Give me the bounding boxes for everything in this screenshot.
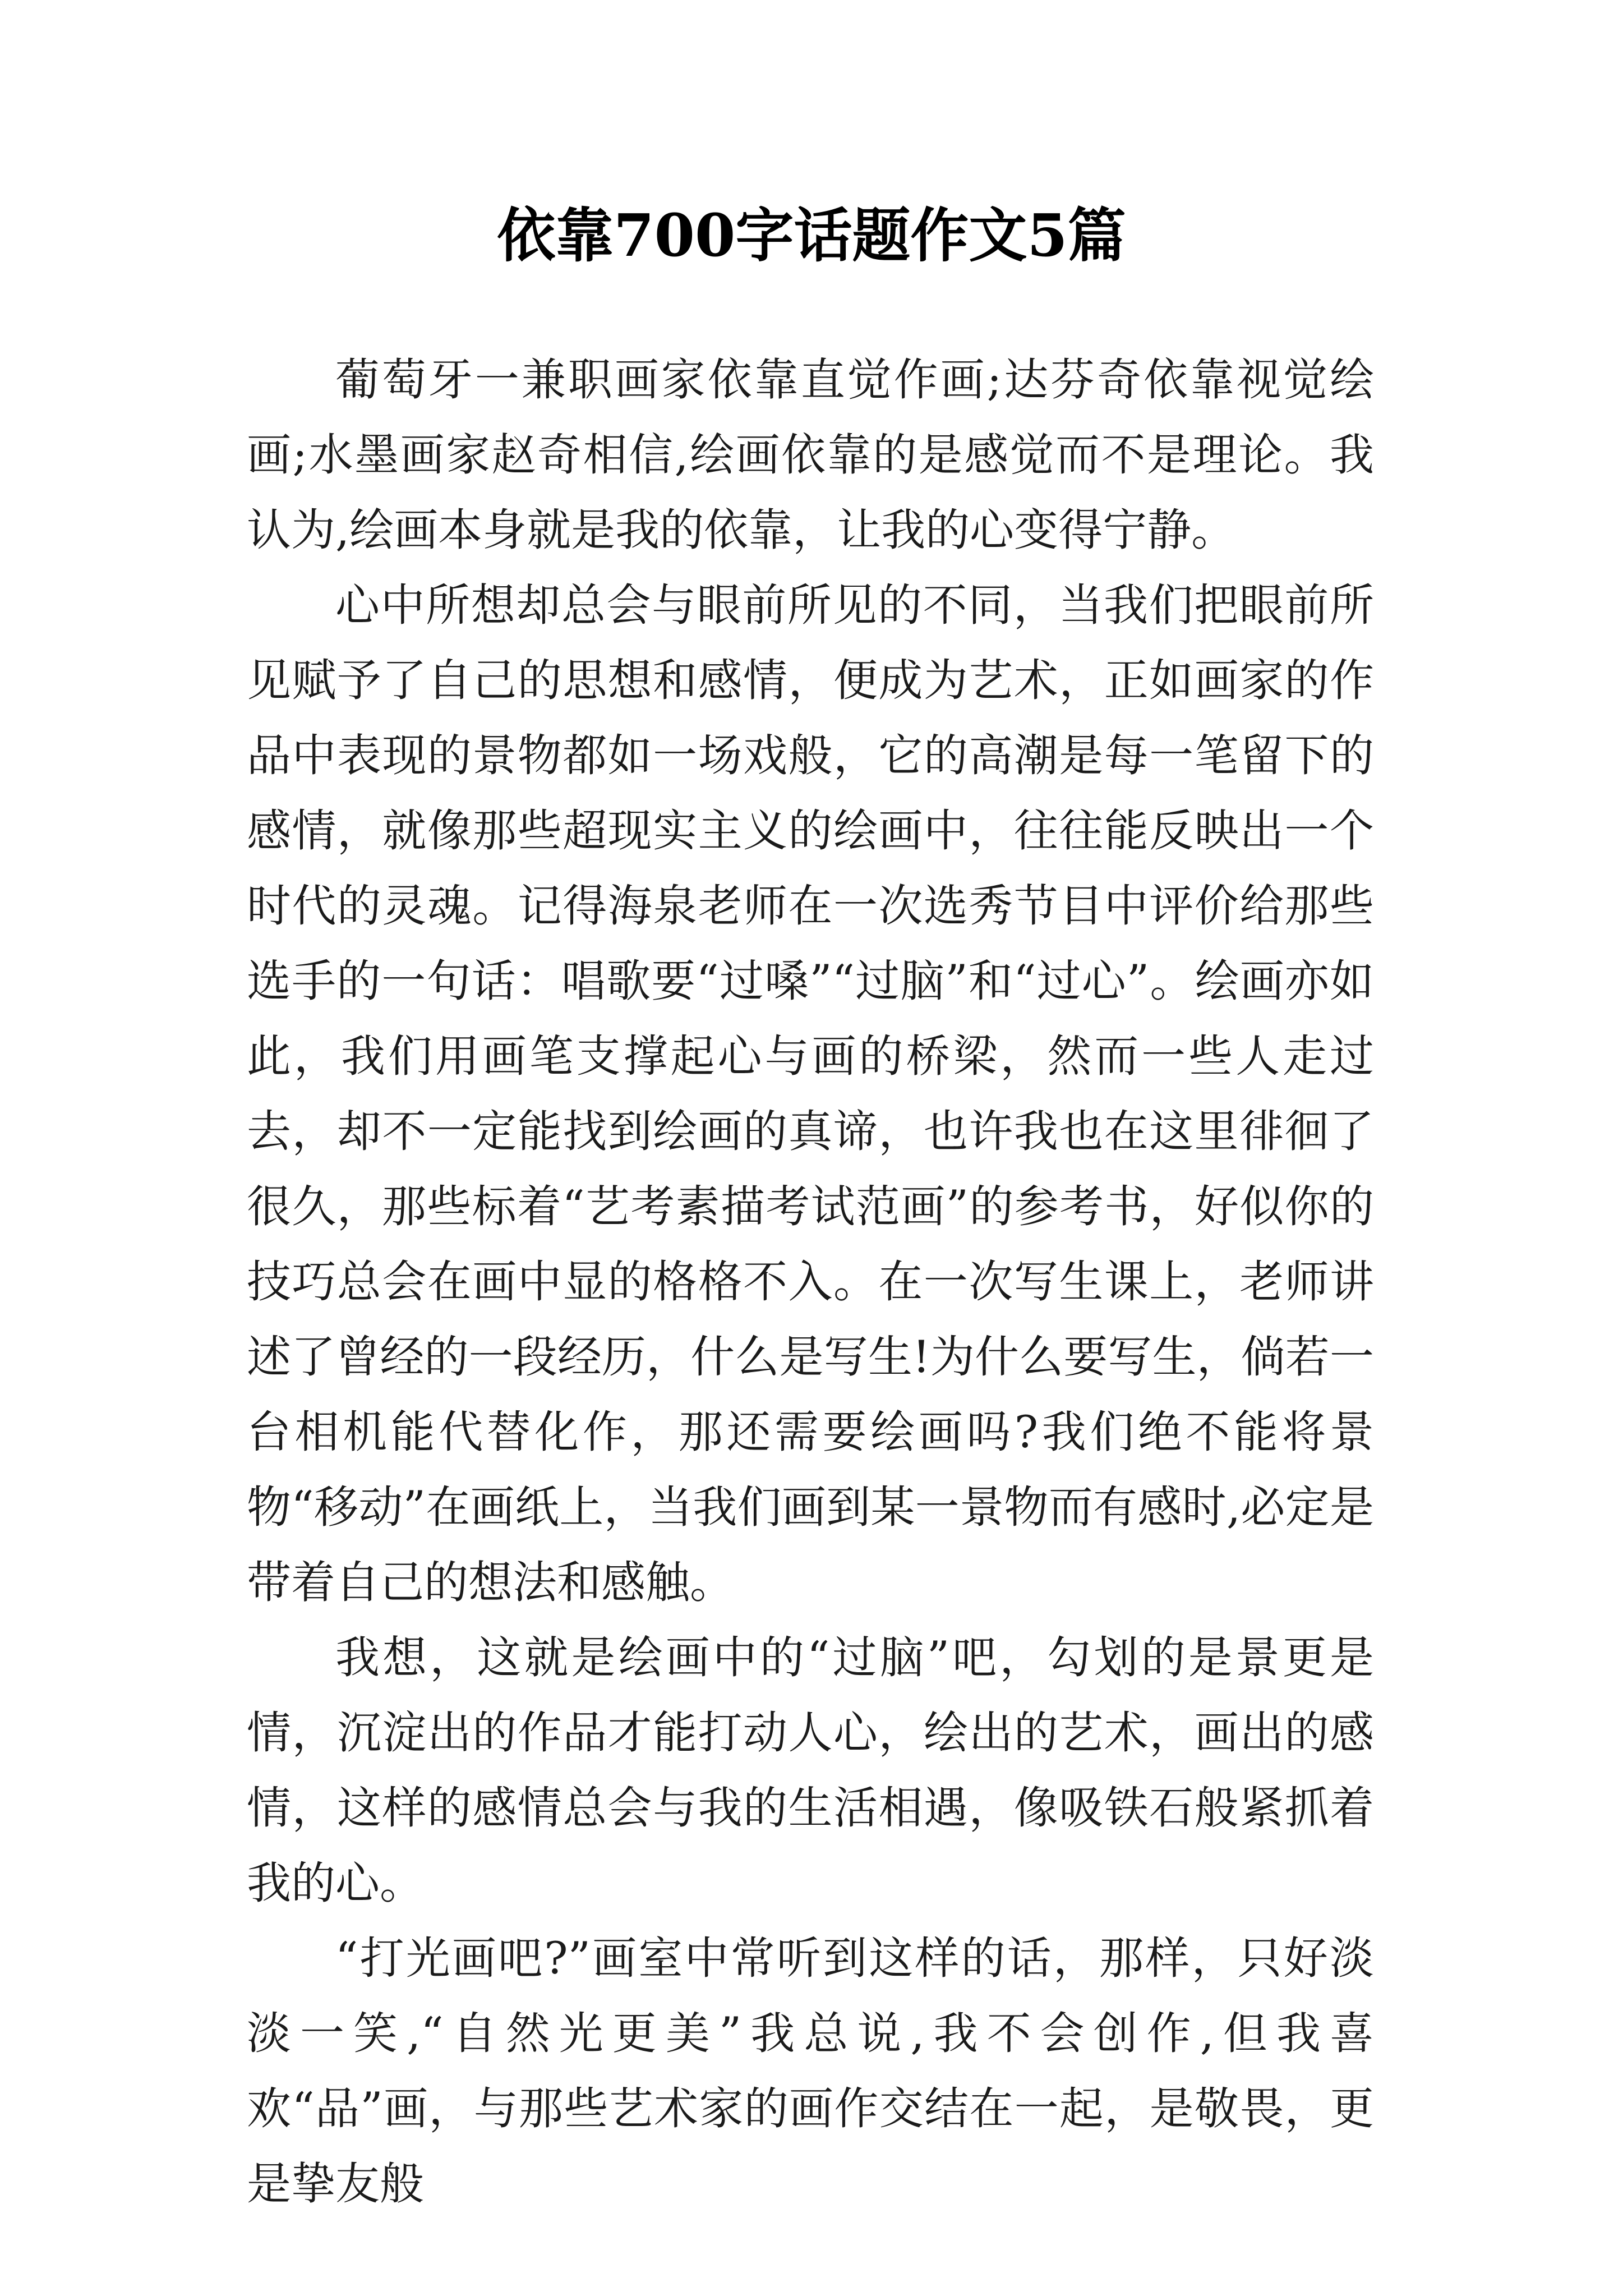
paragraph-4: “打光画吧?”画室中常听到这样的话，那样，只好淡淡一笑,“自然光更美”我总说,我不会创作,但我喜欢“品”画，与那些艺术家的画作交结在一起，是敬畏，更是挚友般 xyxy=(247,1932,1374,2210)
paragraph-1: 葡萄牙一兼职画家依靠直觉作画;达芬奇依靠视觉绘画;水墨画家赵奇相信,绘画依靠的是感觉而不是理论。我认为,绘画本身就是我的依靠，让我的心变得宁静。 xyxy=(247,354,1374,556)
document-title: 依靠700字话题作文5篇 xyxy=(497,201,1126,270)
document-body xyxy=(247,342,1374,2221)
paragraph-2: 心中所想却总会与眼前所见的不同，当我们把眼前所见赋予了自己的思想和感情，便成为艺术，正如画家的作品中表现的景物都如一场戏般，它的高潮是每一笔留下的感情，就像那些超现实主义的绘画中，往往能反映出一个时代的灵魂。记得海泉老师在一次选秀节目中评价给那些选手的一句话：唱歌要“过嗓”“过脑”和“过心”。绘画亦如此，我们用画笔支撑起心与画的桥梁，然而一些人走过去，却不一定能找到绘画的真谛，也许我也在这里徘徊了很久，那些标着“艺考素描考试范画”的参考书，好似你的技巧总会在画中显的格格不入。在一次写生课上，老师讲述了曾经的一段经历，什么是写生!为什么要写生，倘若一台相机能代替化作，那还需要绘画吗?我们绝不能将景物“移动”在画纸上，当我们画到某一景物而有感时,必定是带着自己的想法和感触。 xyxy=(247,579,1374,1608)
paragraph-3: 我想，这就是绘画中的“过脑”吧，勾划的是景更是情，沉淀出的作品才能打动人心，绘出的艺术，画出的感情，这样的感情总会与我的生活相遇，像吸铁石般紧抓着我的心。 xyxy=(247,1632,1374,1909)
